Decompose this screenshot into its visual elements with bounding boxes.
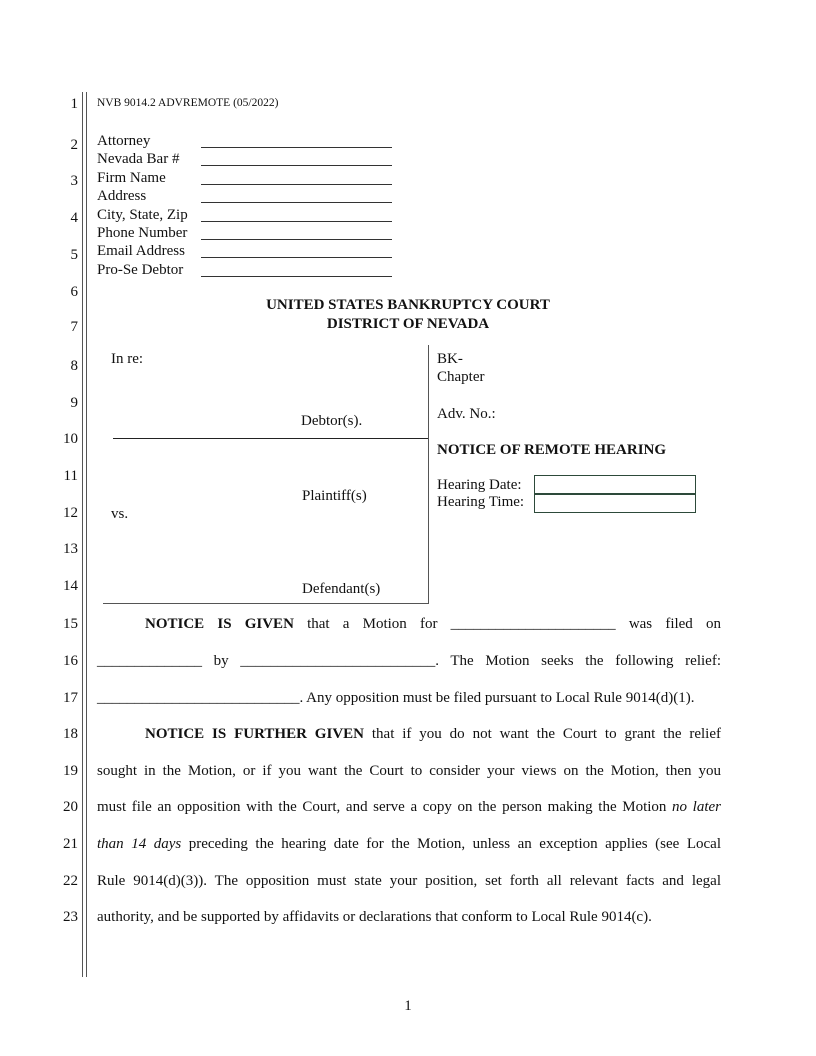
- hearing-date-field[interactable]: [534, 475, 696, 494]
- header-field-blank[interactable]: [201, 257, 392, 258]
- form-id: NVB 9014.2 ADVREMOTE (05/2022): [97, 97, 279, 109]
- body-line: [145, 726, 721, 743]
- plaintiff-label: Plaintiff(s): [302, 488, 367, 504]
- caption-vertical-rule: [428, 345, 429, 604]
- header-field-label: Email Address: [97, 243, 185, 260]
- chapter-label: Chapter: [437, 369, 485, 385]
- line-number: 21: [63, 836, 78, 852]
- line-number: 12: [63, 505, 78, 521]
- body-line: ___________________________. Any opposition must be filed pursuant to Local Rule 9014(d)(1).: [97, 690, 695, 706]
- margin-rule: [82, 92, 83, 977]
- debtor-label: Debtor(s).: [301, 413, 363, 429]
- header-field-blank[interactable]: [201, 202, 392, 203]
- vs-label: vs.: [111, 506, 129, 522]
- text: that a Motion for ______________________ was filed on: [307, 616, 721, 632]
- notice-title: NOTICE OF REMOTE HEARING: [437, 442, 667, 458]
- line-number: 1: [70, 96, 78, 112]
- line-number: 18: [63, 726, 78, 742]
- caption-divider: [113, 438, 428, 439]
- line-number: 15: [63, 616, 78, 632]
- further-given-bold: NOTICE IS FURTHER GIVEN: [145, 726, 364, 742]
- line-number: 22: [63, 873, 78, 889]
- body-line: [145, 616, 721, 633]
- in-re-label: In re:: [111, 351, 144, 367]
- line-number: 5: [70, 247, 78, 263]
- header-field-label: Pro-Se Debtor: [97, 261, 184, 278]
- header-field-label: City, State, Zip: [97, 206, 188, 223]
- header-field-label: Nevada Bar #: [97, 151, 180, 168]
- header-field-label: Phone Number: [97, 225, 188, 241]
- caption-bottom-rule: [103, 603, 428, 604]
- header-field-blank[interactable]: [201, 165, 392, 166]
- line-number: 7: [70, 319, 78, 335]
- hearing-time-label: Hearing Time:: [437, 494, 525, 510]
- header-field-blank[interactable]: [201, 239, 392, 240]
- line-number: 16: [63, 653, 78, 669]
- text: preceding the hearing date for the Motion, unless an exception applies (see Local: [188, 836, 721, 852]
- court-name: UNITED STATES BANKRUPTCY COURT: [266, 297, 550, 313]
- italic-text: no later: [672, 799, 721, 815]
- text: must file an opposition with the Court, and serve a copy on the person making the Motion: [97, 799, 667, 815]
- line-number: 4: [70, 210, 78, 226]
- italic-text: than 14 days: [97, 836, 182, 852]
- line-number: 14: [63, 578, 78, 594]
- body-line: [97, 799, 721, 816]
- line-number: 19: [63, 763, 78, 779]
- hearing-time-field[interactable]: [534, 494, 696, 513]
- line-number: 9: [70, 395, 78, 411]
- line-number: 11: [63, 468, 78, 484]
- body-line: ______________ by __________________________. The Motion seeks the following relief:: [97, 653, 721, 669]
- line-number: 2: [70, 137, 78, 153]
- header-field-label: Attorney: [97, 133, 151, 149]
- header-field-blank[interactable]: [201, 184, 392, 185]
- margin-rule: [86, 92, 87, 977]
- line-number: 8: [70, 358, 78, 374]
- adv-no-label: Adv. No.:: [437, 406, 496, 422]
- line-number: 17: [63, 690, 78, 706]
- line-number: 10: [63, 431, 78, 447]
- line-number: 23: [63, 909, 78, 925]
- body-line: authority, and be supported by affidavits or declarations that conform to Local Rule 9014(c).: [97, 909, 652, 925]
- text: that if you do not want the Court to grant the relief: [371, 726, 721, 742]
- body-line: [97, 836, 721, 853]
- line-number: 20: [63, 799, 78, 815]
- header-field-label: Firm Name: [97, 169, 166, 186]
- bk-label: BK-: [437, 351, 463, 367]
- header-field-blank[interactable]: [201, 276, 392, 277]
- body-line: sought in the Motion, or if you want the Court to consider your views on the Motion, then you: [97, 763, 721, 779]
- body-line: Rule 9014(d)(3)). The opposition must state your position, set forth all relevant facts and legal: [97, 873, 721, 889]
- line-number: 13: [63, 541, 78, 557]
- header-field-blank[interactable]: [201, 221, 392, 222]
- header-field-label: Address: [97, 188, 147, 205]
- line-number: 3: [70, 173, 78, 189]
- defendant-label: Defendant(s): [302, 581, 381, 597]
- court-district: DISTRICT OF NEVADA: [326, 316, 490, 332]
- line-number: 6: [70, 284, 78, 300]
- header-field-blank[interactable]: [201, 147, 392, 148]
- hearing-date-label: Hearing Date:: [437, 477, 522, 493]
- page-number: 1: [404, 998, 412, 1014]
- notice-given-bold: NOTICE IS GIVEN: [145, 616, 294, 632]
